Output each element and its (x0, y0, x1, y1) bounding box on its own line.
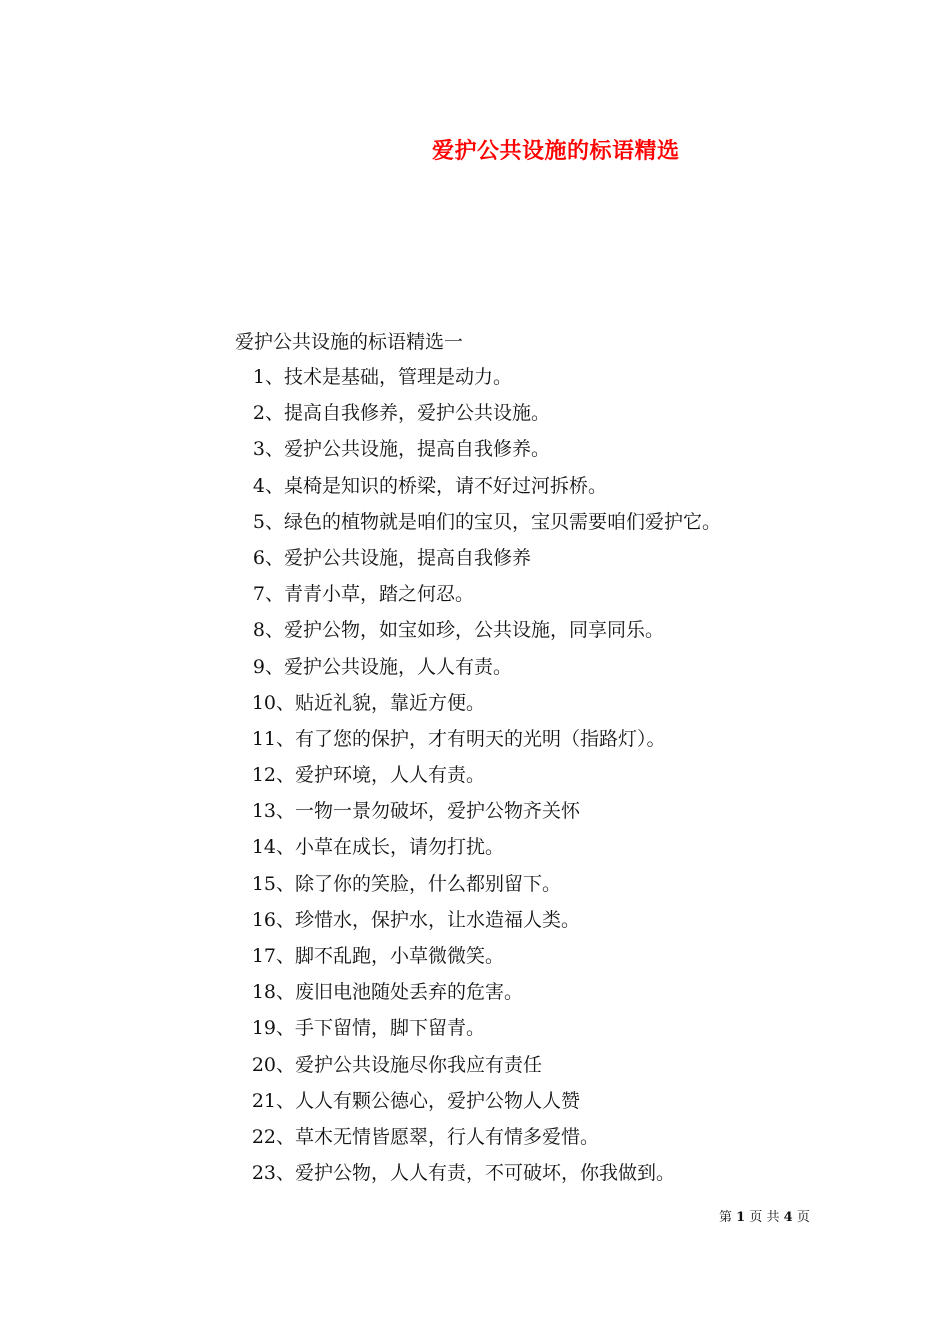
slogan-number: 18 (251, 981, 276, 1004)
document-title: 爱护公共设施的标语精选 (432, 138, 680, 164)
slogan-text: 、桌椅是知识的桥梁，请不好过河拆桥。 (265, 474, 608, 497)
slogan-text: 、爱护公共设施，人人有责。 (265, 655, 513, 678)
section-heading: 爱护公共设施的标语精选一 (235, 331, 464, 353)
slogan-text: 、贴近礼貌，靠近方便。 (276, 691, 486, 714)
slogan-text: 、草木无情皆愿翠，行人有情多爱惜。 (276, 1125, 600, 1148)
slogan-item (235, 833, 721, 869)
slogan-text: 、爱护环境，人人有责。 (276, 764, 486, 787)
slogan-text: 、有了您的保护，才有明天的光明（指路灯）。 (276, 727, 666, 750)
slogan-number: 4 (252, 474, 265, 497)
slogan-number: 17 (251, 945, 276, 967)
slogan-text: 、爱护公物，如宝如珍，公共设施，同享同乐。 (265, 619, 665, 642)
slogan-number: 5 (252, 510, 265, 533)
slogan-number: 16 (251, 908, 276, 931)
slogan-number: 3 (252, 438, 265, 461)
slogan-item (235, 689, 721, 725)
footer-middle: 页 共 (749, 1210, 780, 1225)
slogan-number: 11 (251, 727, 276, 750)
slogan-text: 、人人有颗公德心，爱护公物人人赞 (276, 1089, 581, 1112)
slogan-text: 、一物一景勿破坏，爱护公物齐关怀 (276, 800, 581, 823)
total-pages-number: 4 (783, 1210, 793, 1225)
slogan-item (235, 508, 721, 544)
slogan-item (235, 435, 721, 471)
slogan-number: 9 (252, 655, 265, 678)
slogan-number: 6 (252, 546, 265, 569)
page-footer (719, 1206, 810, 1225)
footer-suffix: 页 (796, 1210, 810, 1225)
slogan-number: 13 (251, 800, 276, 823)
slogan-item (235, 653, 721, 689)
slogan-text: 、手下留情，脚下留青。 (276, 1017, 486, 1040)
slogan-item (235, 761, 721, 797)
slogan-number: 20 (251, 1053, 276, 1076)
slogan-text: 、爱护公物，人人有责，不可破坏，你我做到。 (276, 1162, 676, 1185)
slogan-item (235, 725, 721, 761)
slogan-number: 10 (251, 691, 276, 714)
slogan-text: 、技术是基础，管理是动力。 (265, 366, 513, 388)
slogan-item (235, 1051, 721, 1087)
slogan-number: 7 (252, 583, 265, 606)
slogan-item (235, 544, 721, 580)
footer-prefix: 第 (719, 1210, 733, 1225)
slogan-text: 、爱护公共设施，提高自我修养。 (265, 438, 551, 461)
slogan-number: 23 (251, 1162, 276, 1185)
slogan-item (235, 363, 721, 399)
slogan-number: 1 (252, 366, 265, 388)
slogan-text: 、爱护公共设施尽你我应有责任 (276, 1053, 543, 1076)
slogan-text: 、绿色的植物就是咱们的宝贝，宝贝需要咱们爱护它。 (265, 510, 722, 533)
slogan-item (235, 399, 721, 435)
slogan-text: 、除了你的笑脸，什么都别留下。 (276, 872, 562, 895)
slogan-item (235, 870, 721, 906)
slogan-item (235, 1159, 721, 1195)
slogan-item (235, 472, 721, 508)
slogan-item (235, 616, 721, 652)
slogan-number: 15 (251, 872, 276, 895)
slogan-number: 12 (251, 764, 276, 787)
slogan-item (235, 906, 721, 942)
slogan-number: 22 (251, 1125, 276, 1148)
slogan-item (235, 580, 721, 616)
slogan-text: 、脚不乱跑，小草微微笑。 (276, 945, 505, 967)
slogan-text: 、小草在成长，请勿打扰。 (276, 836, 505, 859)
slogan-number: 8 (252, 619, 265, 642)
slogan-item (235, 1123, 721, 1159)
slogan-item (235, 1087, 721, 1123)
slogan-text: 、废旧电池随处丢弃的危害。 (276, 981, 524, 1004)
slogan-list (235, 363, 721, 1195)
slogan-number: 21 (251, 1089, 276, 1112)
slogan-item (235, 978, 721, 1014)
slogan-item (235, 797, 721, 833)
slogan-text: 、提高自我修养，爱护公共设施。 (265, 402, 551, 425)
slogan-item (235, 1014, 721, 1050)
slogan-number: 19 (251, 1017, 276, 1040)
slogan-text: 、青青小草，踏之何忍。 (265, 583, 475, 606)
slogan-text: 、珍惜水，保护水，让水造福人类。 (276, 908, 581, 931)
slogan-number: 14 (251, 836, 276, 859)
current-page-number: 1 (736, 1210, 746, 1225)
slogan-number: 2 (252, 402, 265, 425)
slogan-text: 、爱护公共设施，提高自我修养 (265, 546, 532, 569)
slogan-item (235, 942, 721, 978)
